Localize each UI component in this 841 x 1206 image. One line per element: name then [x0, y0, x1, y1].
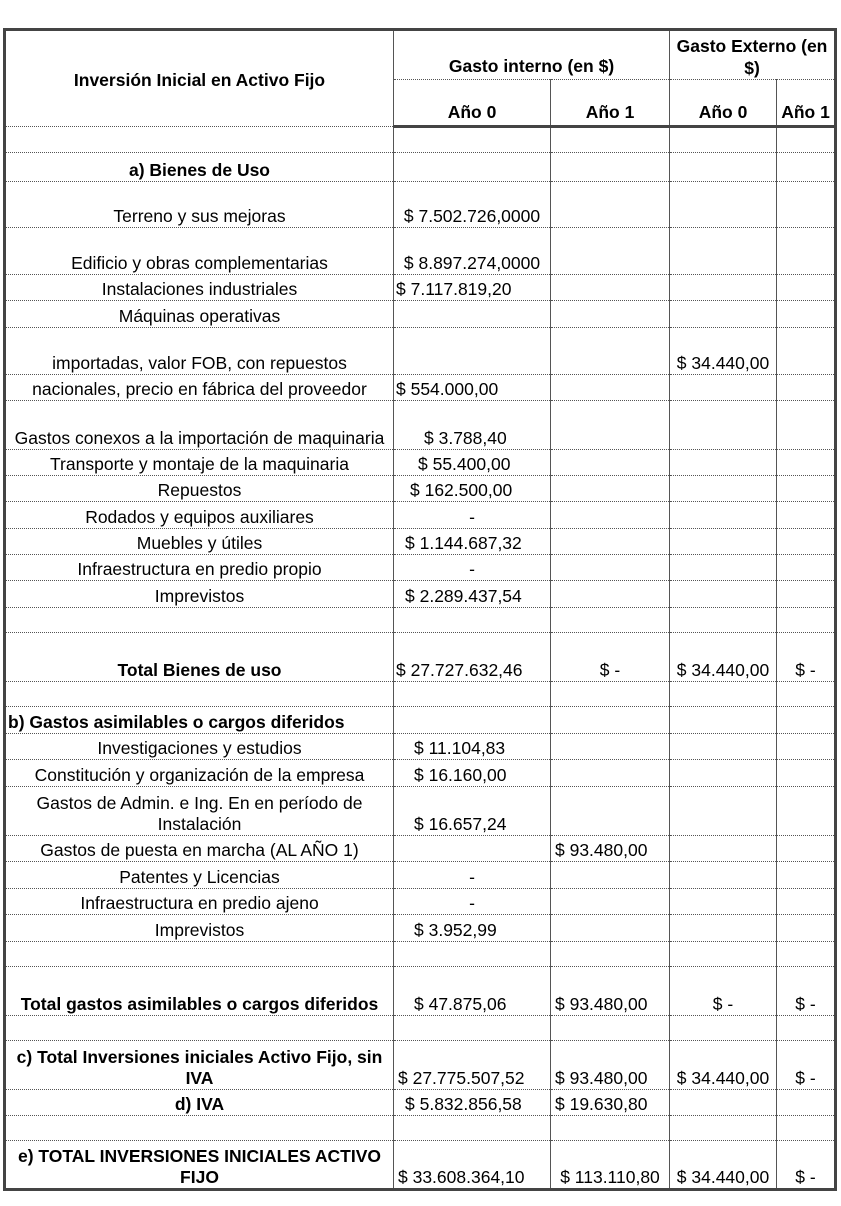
header-ext-anio1: Año 1: [777, 80, 836, 127]
table-row: [5, 682, 836, 707]
header-ext-anio0: Año 0: [670, 80, 777, 127]
table-row: [5, 734, 836, 760]
row-label: Transporte y montaje de la maquinaria: [5, 450, 394, 476]
cell-int1: $ 93.480,00: [551, 1041, 670, 1090]
table-row: [5, 787, 836, 836]
row-label: Imprevistos: [5, 581, 394, 608]
cell-int0: -: [394, 862, 551, 889]
row-label: c) Total Inversiones iniciales Activo Fijo, sin IVA: [5, 1041, 394, 1090]
table-row: [5, 127, 836, 153]
row-label: Gastos de puesta en marcha (AL AÑO 1): [5, 836, 394, 862]
table-row: [5, 555, 836, 581]
table-row: [5, 182, 836, 228]
table-row: [5, 862, 836, 889]
cell-ext0: $ 34.440,00: [670, 328, 777, 375]
table-row: [5, 502, 836, 529]
table-row: [5, 375, 836, 401]
table-row: [5, 915, 836, 942]
table-row: [5, 529, 836, 555]
cell-int1: $ 93.480,00: [551, 836, 670, 862]
table-row: [5, 476, 836, 502]
section-b-title: b) Gastos asimilables o cargos diferidos: [5, 707, 394, 734]
cell-int0: $ 1.144.687,32: [394, 529, 551, 555]
row-label: Muebles y útiles: [5, 529, 394, 555]
row-label: nacionales, precio en fábrica del proveedor: [5, 375, 394, 401]
table-row: [5, 450, 836, 476]
row-label: Terreno y sus mejoras: [5, 182, 394, 228]
cell-ext0: $ -: [670, 967, 777, 1016]
row-label: Infraestructura en predio ajeno: [5, 889, 394, 915]
table-title: Inversión Inicial en Activo Fijo: [5, 30, 394, 127]
cell-int0: $ 47.875,06: [394, 967, 551, 1016]
cell-int0: $ 554.000,00: [394, 375, 551, 401]
cell-int0: $ 5.832.856,58: [394, 1090, 551, 1116]
cell-int0: $ 55.400,00: [394, 450, 551, 476]
row-label: Total Bienes de uso: [5, 633, 394, 682]
cell-int1: $ 19.630,80: [551, 1090, 670, 1116]
cell-int0: $ 8.897.274,0000: [394, 228, 551, 275]
cell-int0: $ 27.727.632,46: [394, 633, 551, 682]
table-row: [5, 633, 836, 682]
table-row: [5, 1016, 836, 1041]
table-row: [5, 967, 836, 1016]
cell-int0: -: [394, 502, 551, 529]
cell-ext0: $ 34.440,00: [670, 633, 777, 682]
cell-ext1: $ -: [777, 633, 836, 682]
cell-int1: $ -: [551, 633, 670, 682]
row-label: Imprevistos: [5, 915, 394, 942]
cell-int0: $ 7.117.819,20: [394, 275, 551, 301]
cell-int0: -: [394, 889, 551, 915]
row-label: d) IVA: [5, 1090, 394, 1116]
table-row: [5, 608, 836, 633]
row-label: Edificio y obras complementarias: [5, 228, 394, 275]
table-row: [5, 942, 836, 967]
table-row: [5, 1090, 836, 1116]
table-row: [5, 1041, 836, 1090]
header-int-anio0: Año 0: [394, 80, 551, 127]
cell-ext1: $ -: [777, 967, 836, 1016]
row-label: Infraestructura en predio propio: [5, 555, 394, 581]
table-row: [5, 275, 836, 301]
row-label: Repuestos: [5, 476, 394, 502]
row-label: Patentes y Licencias: [5, 862, 394, 889]
cell-int0: $ 11.104,83: [394, 734, 551, 760]
row-label: Gastos conexos a la importación de maquinaria: [5, 401, 394, 450]
cell-ext0: $ 34.440,00: [670, 1141, 777, 1190]
cell-int0: $ 27.775.507,52: [394, 1041, 551, 1090]
row-label: Investigaciones y estudios: [5, 734, 394, 760]
table-row: [5, 401, 836, 450]
table-row: [5, 581, 836, 608]
cell-ext0: $ 34.440,00: [670, 1041, 777, 1090]
cell-int0: $ 16.160,00: [394, 760, 551, 787]
cell-ext1: $ -: [777, 1041, 836, 1090]
header-gasto-interno: Gasto interno (en $): [394, 30, 670, 80]
cell-int0: $ 33.608.364,10: [394, 1141, 551, 1190]
cell-int0: $ 162.500,00: [394, 476, 551, 502]
table-row: [5, 228, 836, 275]
table-row: [5, 1116, 836, 1141]
section-a-title: a) Bienes de Uso: [5, 153, 394, 182]
cell-ext1: $ -: [777, 1141, 836, 1190]
header-gasto-externo: Gasto Externo (en $): [670, 30, 836, 80]
cell-int0: $ 16.657,24: [394, 787, 551, 836]
row-label: Instalaciones industriales: [5, 275, 394, 301]
table-row: [5, 153, 836, 182]
table-row: [5, 301, 836, 328]
table-row: [5, 760, 836, 787]
row-label: Constitución y organización de la empresa: [5, 760, 394, 787]
row-label: e) TOTAL INVERSIONES INICIALES ACTIVO FIJO: [5, 1141, 394, 1190]
table-row: [5, 836, 836, 862]
cell-int0: $ 2.289.437,54: [394, 581, 551, 608]
cell-int1: $ 93.480,00: [551, 967, 670, 1016]
table-row: [5, 328, 836, 375]
row-label: Máquinas operativas: [5, 301, 394, 328]
investment-table: [3, 28, 837, 1191]
row-label: importadas, valor FOB, con repuestos: [5, 328, 394, 375]
row-label: Gastos de Admin. e Ing. En en período de Instalación: [5, 787, 394, 836]
table-row: [5, 889, 836, 915]
cell-int0: -: [394, 555, 551, 581]
cell-int0: $ 3.952,99: [394, 915, 551, 942]
row-label: Rodados y equipos auxiliares: [5, 502, 394, 529]
table-row: [5, 707, 836, 734]
header-int-anio1: Año 1: [551, 80, 670, 127]
cell-int0: $ 3.788,40: [394, 401, 551, 450]
cell-int0: $ 7.502.726,0000: [394, 182, 551, 228]
cell-int1: $ 113.110,80: [551, 1141, 670, 1190]
row-label: Total gastos asimilables o cargos diferidos: [5, 967, 394, 1016]
header-row-1: [5, 30, 836, 80]
table-row: [5, 1141, 836, 1190]
